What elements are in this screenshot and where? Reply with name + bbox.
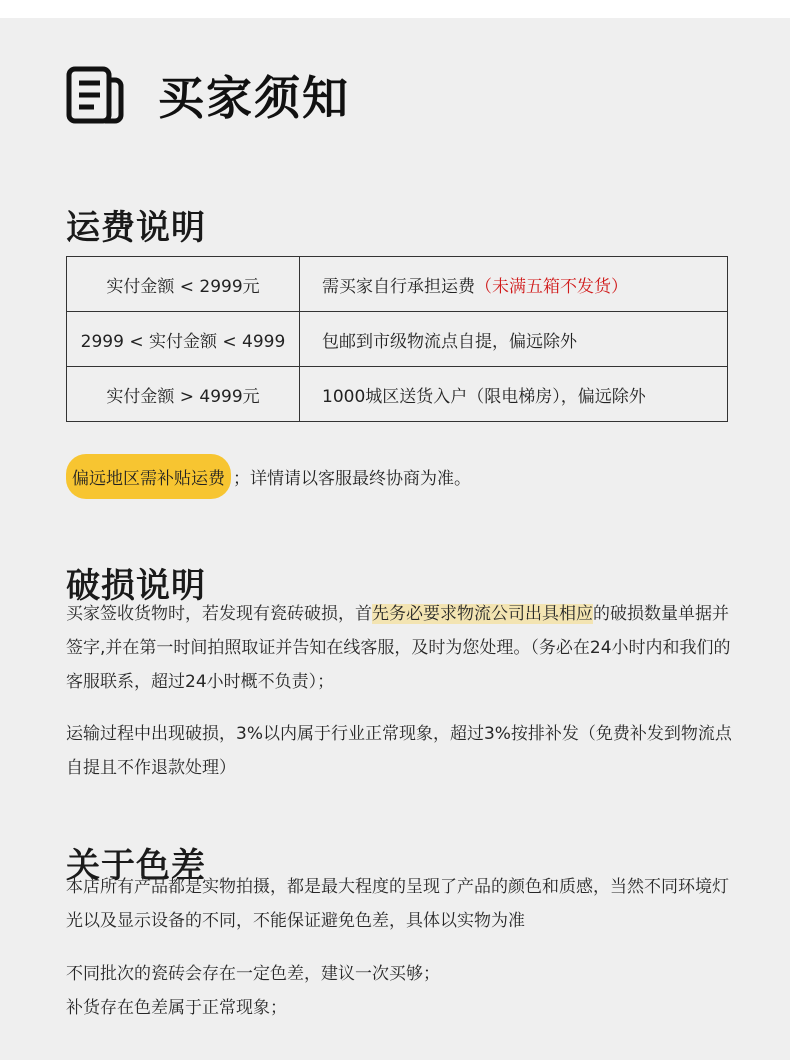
table-row (67, 367, 728, 422)
color-diff-line: 不同批次的瓷砖会存在一定色差，建议一次买够； (66, 964, 440, 984)
damage-text-rest: 的破损数量单据并签字,并在第一时间拍照取证并告知在线客服，及时为您处理。（务必在24小时内和我们的客服联系，超过24小时概不负责）； (66, 604, 731, 692)
color-diff-heading: 关于色差 (66, 846, 206, 886)
condition-cell: 实付金额 > 4999元 (67, 367, 300, 422)
desc-warning: （未满五箱不发货） (475, 276, 628, 297)
damage-paragraph-2: 运输过程中出现破损，3%以内属于行业正常现象，超过3%按排补发（免费补发到物流点自提且不作退款处理） (66, 724, 732, 778)
condition-cell: 2999 < 实付金额 < 4999 (67, 312, 300, 367)
damage-paragraph-1 (66, 597, 736, 699)
document-icon (66, 66, 124, 124)
damage-text: 买家签收货物时，若发现有瓷砖破损，首 (66, 604, 372, 624)
page-header (66, 62, 350, 128)
damage-highlight: 先务必要求物流公司出具相应 (372, 604, 593, 624)
page-title: 买家须知 (158, 71, 350, 125)
shipping-heading: 运费说明 (66, 208, 206, 248)
damage-heading: 破损说明 (66, 566, 206, 606)
table-row (67, 257, 728, 312)
desc-cell: 1000城区送货入户（限电梯房），偏远除外 (300, 367, 728, 422)
color-diff-line: 补货存在色差属于正常现象； (66, 998, 287, 1018)
desc-cell (300, 257, 728, 312)
desc-cell: 包邮到市级物流点自提，偏远除外 (300, 312, 728, 367)
color-diff-paragraph-1: 本店所有产品都是实物拍摄，都是最大程度的呈现了产品的颜色和质感，当然不同环境灯光以及显示设备的不同，不能保证避免色差，具体以实物为准 (66, 877, 729, 931)
shipping-table (66, 256, 728, 422)
desc-text: 需买家自行承担运费 (322, 276, 475, 297)
remote-area-badge: 偏远地区需补贴运费 (66, 454, 231, 499)
table-row (67, 312, 728, 367)
shipping-note (66, 454, 471, 499)
condition-cell: 实付金额 < 2999元 (67, 257, 300, 312)
color-diff-paragraph-2 (66, 957, 736, 1025)
note-text: ；详情请以客服最终协商为准。 (233, 469, 471, 489)
